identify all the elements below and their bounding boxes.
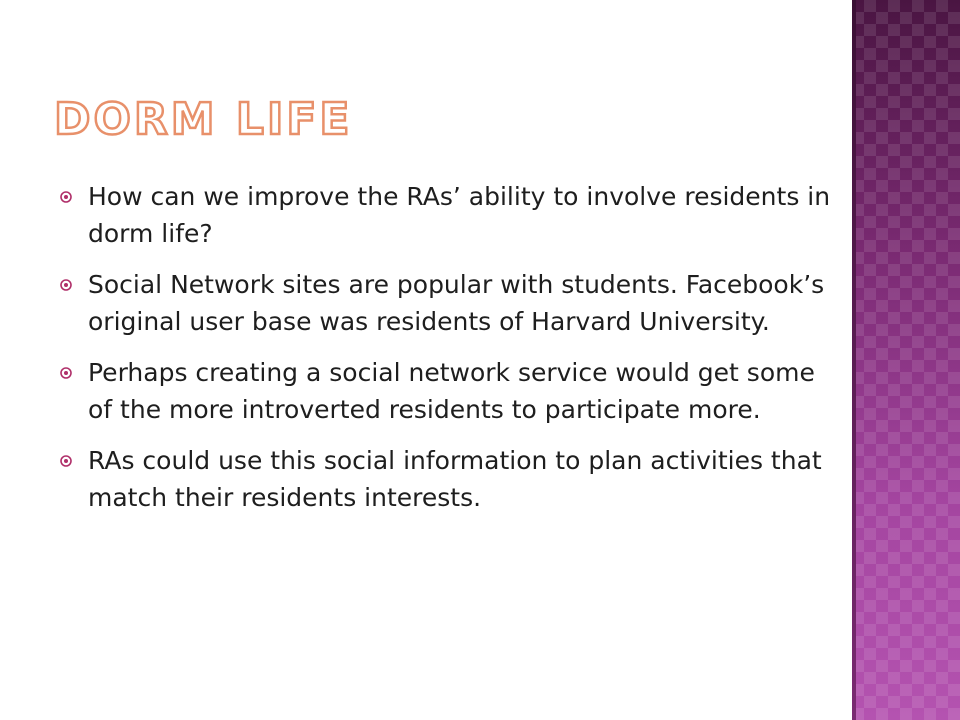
bullet-item [60, 266, 840, 340]
bullet-text: RAs could use this social information to plan activities that match their residents interests. [88, 446, 822, 512]
bullet-item [60, 442, 840, 516]
target-bullet-icon [60, 367, 72, 379]
slide-title: DORM LIFE [54, 94, 353, 145]
bullet-text: Social Network sites are popular with students. Facebook’s original user base was residents of Harvard University. [88, 270, 825, 336]
target-bullet-icon [60, 455, 72, 467]
bullet-list [60, 178, 840, 530]
target-bullet-icon [60, 191, 72, 203]
bullet-text: How can we improve the RAs’ ability to involve residents in dorm life? [88, 182, 831, 248]
target-bullet-icon [60, 279, 72, 291]
bullet-item [60, 178, 840, 252]
bullet-item [60, 354, 840, 428]
decorative-side-panel [852, 0, 960, 720]
bullet-text: Perhaps creating a social network service would get some of the more introverted residents to participate more. [88, 358, 815, 424]
side-panel-edge [852, 0, 856, 720]
